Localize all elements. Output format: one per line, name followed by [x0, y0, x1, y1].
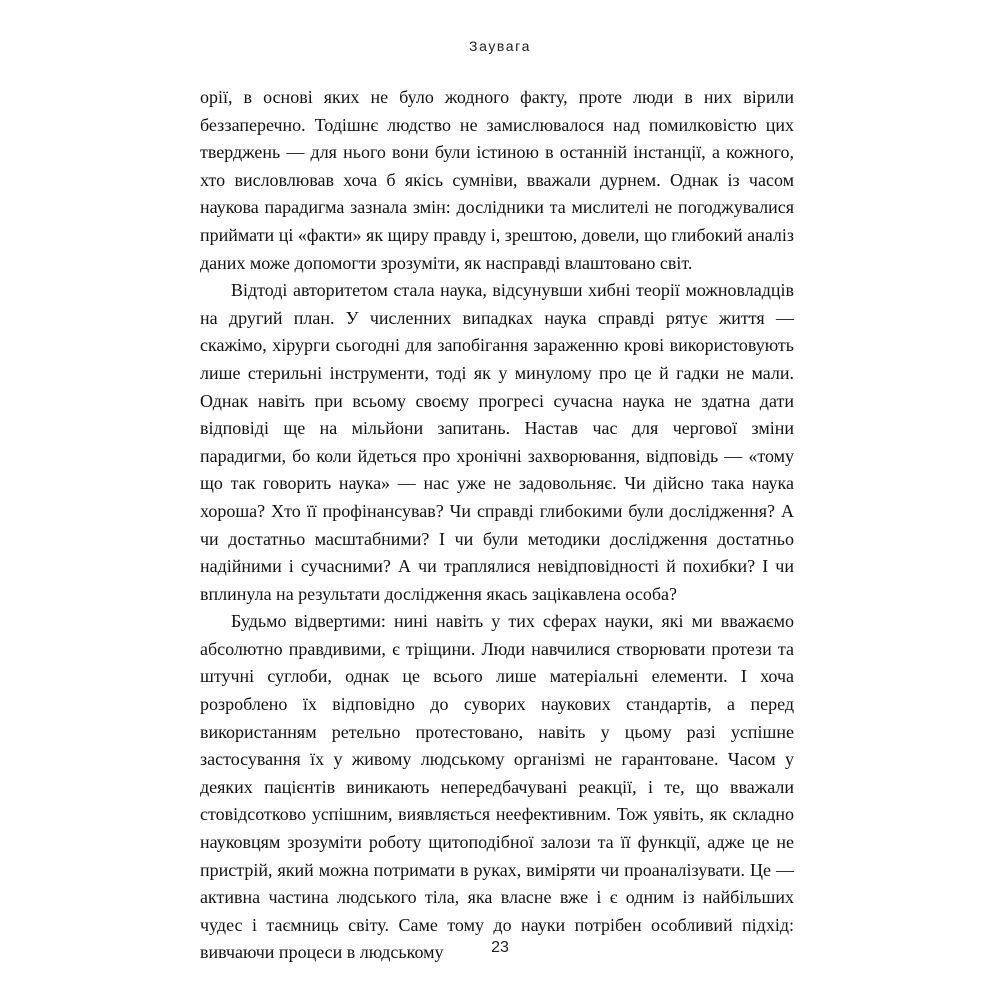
paragraph-cracks-in-science: Будьмо відвертими: нині навіть у тих сферах науки, які ми вважаємо абсолютно правдивими, є тріщини. Люди навчилися створювати протези та штучні суглоби, однак це всього лише матеріальні елементи. І хоча розроблено їх відповідно до суворих наукових стандартів, а перед використанням ретельно протестовано, навіть у цьому разі успішне застосування їх у живому людському організмі не гарантоване. Часом у деяких пацієнтів виникають непередбачувані реакції, і те, що вважали стовідсотково успішним, виявляється неефективним. Тож уявіть, як складно науковцям зрозуміти роботу щитоподібної залози та її функції, адже це не пристрій, який можна потримати в руках, виміряти чи проаналізувати. Це — активна частина людського тіла, яка власне вже і є одним із найбільших чудес і таємниць світу. Саме тому до науки потрібен особливий підхід: вивчаючи процеси в людському	[200, 611, 794, 963]
running-header: Заувага	[469, 38, 531, 54]
page-number: 23	[491, 939, 509, 956]
paragraph-continued: орії, в основі яких не було жодного факту, проте люди в них вірили беззаперечно. Тодішнє людство не замислювалося над помилковістю цих тверджень — для нього вони були істиною в останній інстанції, а кожного, хто висловлював хоча б якісь сумніви, вважали дурнем. Однак із часом наукова парадигма зазнала змін: дослідники та мислителі не погоджувалися приймати ці «факти» як щиру правду і, зрештою, довели, що глибокий аналіз даних може допомогти зрозуміти, як насправді влаштовано світ.	[200, 87, 794, 273]
body-text	[200, 84, 794, 967]
paragraph-science-authority: Відтоді авторитетом стала наука, відсунувши хибні теорії можновладців на другий план. У численних випадках наука справді рятує життя — скажімо, хірурги сьогодні для запобігання зараженню крові використовують лише стерильні інструменти, тоді як у минулому про це й гадки не мали. Однак навіть при всьому своєму прогресі сучасна наука не здатна дати відповіді ще на мільйони запитань. Настав час для чергової зміни парадигми, бо коли йдеться про хронічні захворювання, відповідь — «тому що так говорить наука» — нас уже не задовольняє. Чи дійсно така наука хороша? Хто її профінансував? Чи справді глибокими були дослідження? А чи достатньо масштабними? І чи були методики дослідження достатньо надійними і сучасними? А чи траплялися невідповідності й похибки? І чи вплинула на результати дослідження якась зацікавлена особа?	[200, 280, 794, 604]
